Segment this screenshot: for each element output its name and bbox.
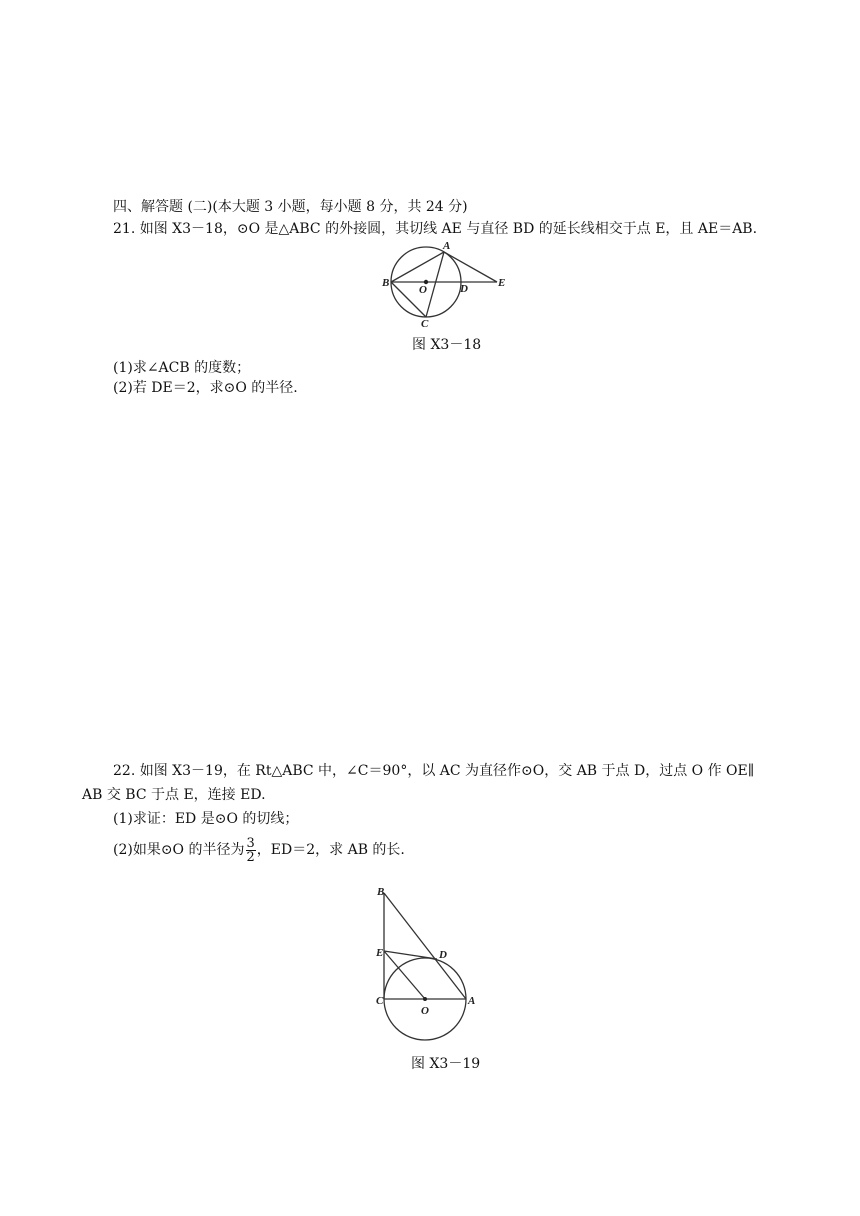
question-21-part2: (2)若 DE＝2，求⊙O 的半径. [113,380,298,396]
figure-caption-x3-18: 图 X3－18 [412,337,482,353]
label-b: B [382,277,390,289]
question-21-stem: 21. 如图 X3－18，⊙O 是△ABC 的外接圆，其切线 AE 与直径 BD 的延长线相交于点 E，且 AE＝AB. [113,221,758,237]
label-c-2: C [376,995,384,1007]
figure-caption-x3-19: 图 X3－19 [411,1056,481,1072]
question-22-stem-line1: 22. 如图 X3－19，在 Rt△ABC 中，∠C＝90°，以 AC 为直径作⊙O，交 AB 于点 D，过点 O 作 OE∥ [113,763,755,779]
radius-denominator: 2 [246,849,255,865]
label-o-2: O [421,1005,429,1017]
label-d: D [460,283,468,295]
question-21-part1: (1)求∠ACB 的度数； [113,360,251,376]
label-d-2: D [439,949,447,961]
section-header: 四、解答题 (二)(本大题 3 小题，每小题 8 分，共 24 分) [113,199,468,215]
label-a-2: A [468,995,476,1007]
label-c: C [421,318,429,330]
line-ba-2 [384,893,466,999]
question-22-part2-prefix: (2)如果⊙O 的半径为 [113,842,245,858]
label-e-2: E [376,947,384,959]
label-b-2: B [377,886,385,898]
question-22-part1: (1)求证：ED 是⊙O 的切线； [113,811,299,827]
radius-numerator: 3 [246,835,255,851]
center-point-o-2 [423,997,427,1001]
label-e: E [498,277,506,289]
question-22-stem-line2: AB 交 BC 于点 E，连接 ED. [82,787,266,803]
label-a: A [443,240,451,252]
label-o: O [419,284,427,296]
question-22-part2-suffix: ，ED＝2，求 AB 的长. [256,842,405,858]
